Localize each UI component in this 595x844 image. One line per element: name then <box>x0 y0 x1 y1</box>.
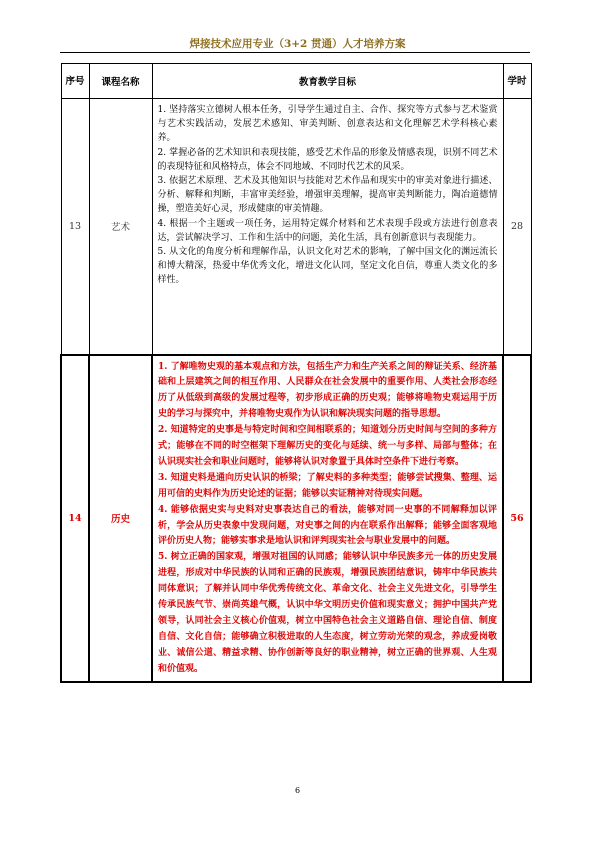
column-header-course: 课程名称 <box>89 64 152 99</box>
page-header-title: 焊接技术应用专业（3+2 贯通）人才培养方案 <box>189 38 406 50</box>
goal-item: 2. 知道特定的史事是与特定时间和空间相联系的；知道划分历史时间与空间的多种方式；能够在不同的时空框架下理解历史的变化与延续、统一与多样、局部与整体；在认识现实社会和职业问题时，能够将认识对象置于具体时空条件下进行考察。 <box>158 425 497 467</box>
column-header-hours: 学时 <box>503 64 531 99</box>
column-header-num: 序号 <box>61 64 89 99</box>
table-row <box>61 99 531 355</box>
row-hours: 28 <box>503 99 531 355</box>
table-row <box>61 355 531 682</box>
goal-item: 1. 了解唯物史观的基本观点和方法，包括生产力和生产关系之间的辩证关系、经济基础和上层建筑之间的相互作用、人民群众在社会发展中的重要作用、人类社会形态经历了从低级到高级的发展过程等，初步形成正确的历史观；能够将唯物史观运用于历史的学习与探究中，并将唯物史观作为认识和解决现实问题的指导思想。 <box>158 361 497 420</box>
goal-item: 3. 知道史料是通向历史认识的桥梁；了解史料的多种类型；能够尝试搜集、整理、运用可信的史料作为历史论述的证据；能够以实证精神对待现实问题。 <box>158 472 497 499</box>
goal-item: 5. 从文化的角度分析和理解作品，认识文化对艺术的影响，了解中国文化的渊远流长和博大精深，热爱中华优秀文化，增进文化认同，坚定文化自信，尊重人类文化的多样性。 <box>157 247 498 286</box>
row-num: 14 <box>61 355 89 682</box>
column-header-goals: 教育教学目标 <box>152 64 503 99</box>
table-header-row <box>61 64 531 99</box>
row-course: 艺术 <box>89 99 152 355</box>
row-goals <box>152 99 503 355</box>
goal-item: 4. 能够依据史实与史料对史事表达自己的看法，能够对同一史事的不同解释加以评析，学会从历史表象中发现问题，对史事之间的内在联系作出解释；能够全面客观地评价历史人物；能够实事求是地认识和评判现实社会与职业发展中的问题。 <box>158 504 497 547</box>
goal-item: 4. 根据一个主题或一项任务，运用特定媒介材料和艺术表现手段或方法进行创意表达，尝试解决学习、工作和生活中的问题，美化生活，具有创新意识与表现能力。 <box>157 218 498 243</box>
goal-item: 3. 依据艺术原理、艺术及其他知识与技能对艺术作品和现实中的审美对象进行描述、分析、解释和判断，丰富审美经验，增强审美理解，提高审美判断能力，陶冶道德情操，塑造美好心灵，形成健康的审美情趣。 <box>157 176 498 215</box>
row-goals <box>152 355 503 682</box>
header-rule <box>60 52 530 53</box>
goal-item: 1. 坚持落实立德树人根本任务，引导学生通过自主、合作、探究等方式参与艺术鉴赏与艺术实践活动，发展艺术感知、审美判断、创意表达和文化理解艺术学科核心素养。 <box>157 105 498 144</box>
row-num: 13 <box>61 99 89 355</box>
curriculum-table <box>60 63 532 683</box>
row-course: 历史 <box>89 355 152 682</box>
goal-item: 5. 树立正确的国家观，增强对祖国的认同感；能够认识中华民族多元一体的历史发展进程，形成对中华民族的认同和正确的民族观，增强民族团结意识，铸牢中华民族共同体意识；了解并认同中华优秀传统文化、革命文化、社会主义先进文化，引导学生传承民族气节、崇尚英雄气概，认识中华文明历史价值和现实意义；拥护中国共产党领导，认同社会主义核心价值观，树立中国特色社会主义道路自信、理论自信、制度自信、文化自信；能够确立积极进取的人生态度，树立劳动光荣的观念，养成爱岗敬业、诚信公道、精益求精、协作创新等良好的职业精神，树立正确的世界观、人生观和价值观。 <box>158 552 497 674</box>
page-number: 6 <box>294 786 301 795</box>
row-hours: 56 <box>503 355 531 682</box>
goal-item: 2. 掌握必备的艺术知识和表现技能，感受艺术作品的形象及情感表现，识别不同艺术的表现特征和风格特点，体会不同地域、不同时代艺术的风采。 <box>157 147 498 172</box>
